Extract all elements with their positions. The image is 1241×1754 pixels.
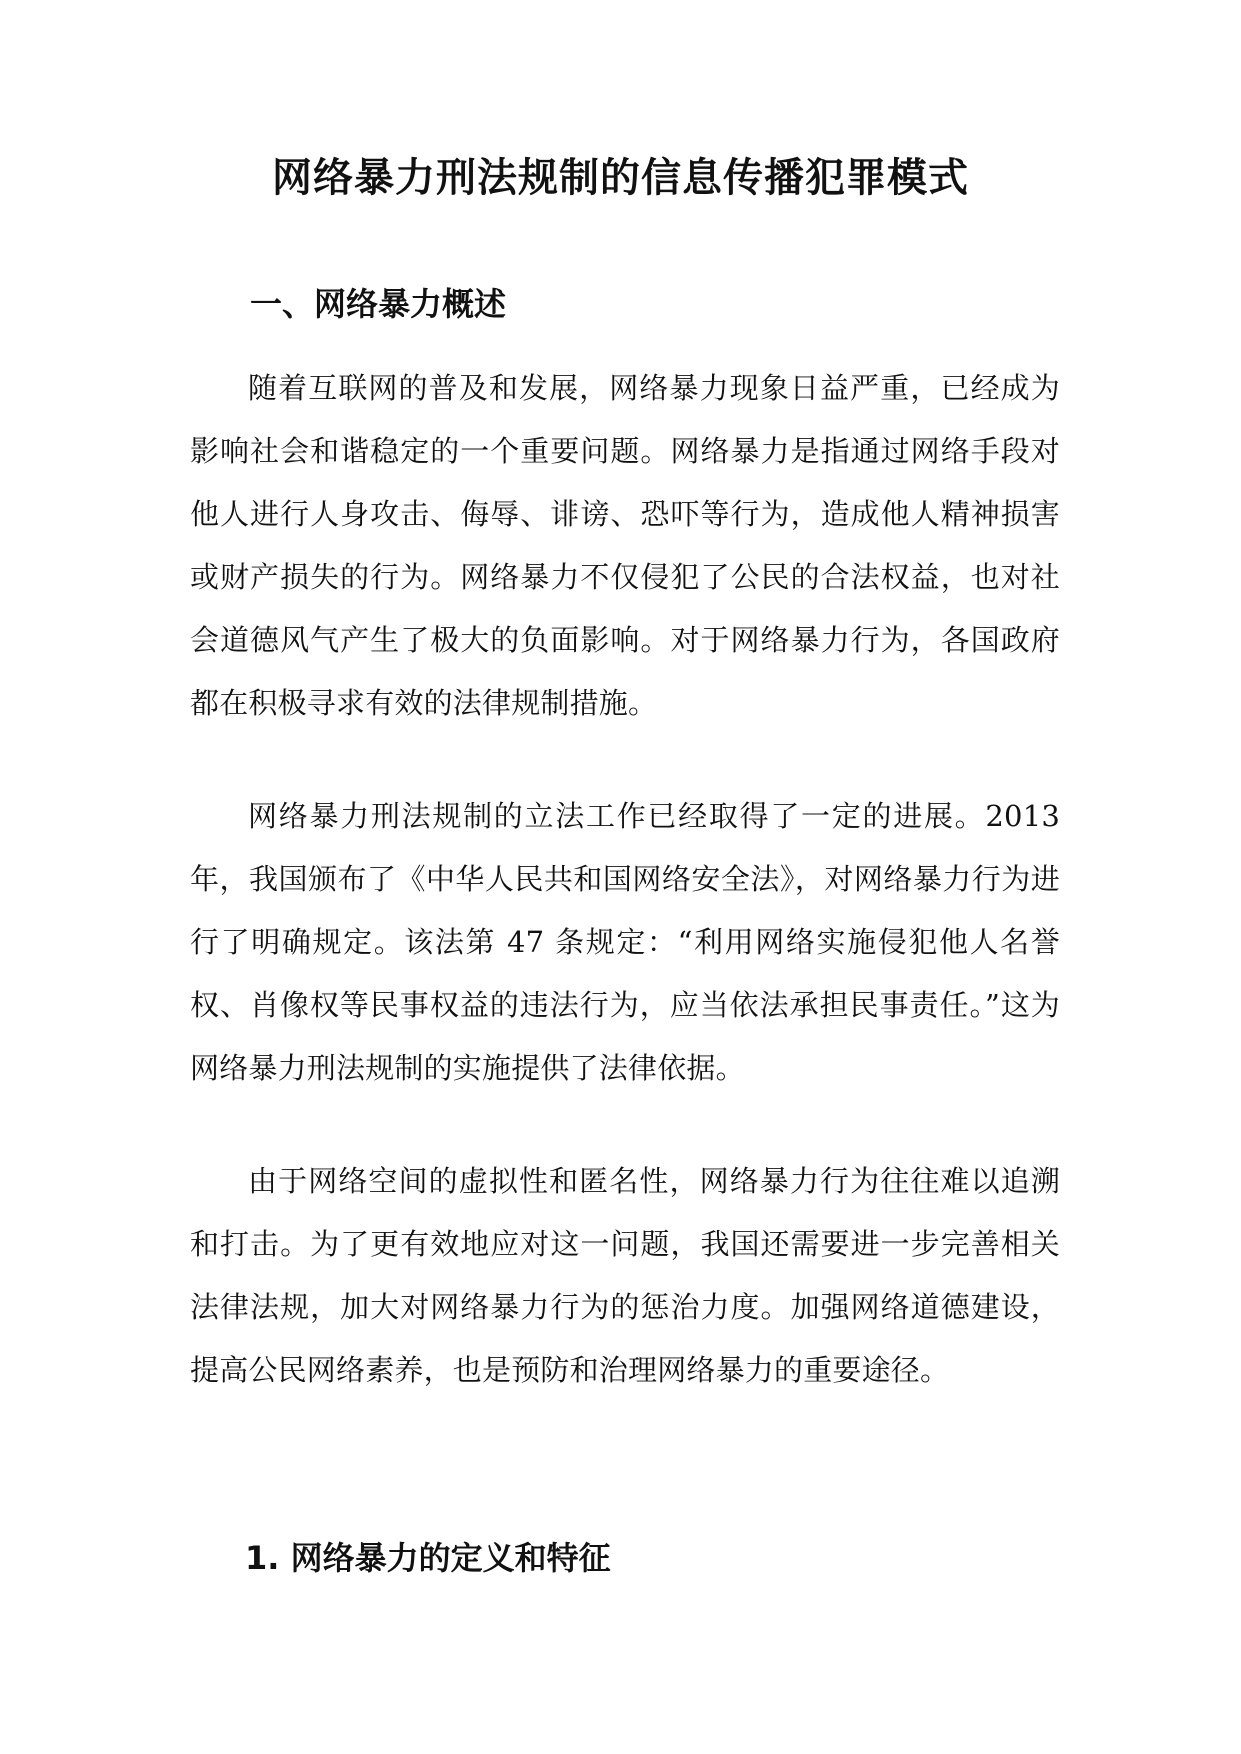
paragraph-block-2 xyxy=(190,785,1060,1100)
paragraph-block-3 xyxy=(190,1150,1060,1402)
document-title: 网络暴力刑法规制的信息传播犯罪模式 xyxy=(272,155,969,201)
subsection-heading: 1. 网络暴力的定义和特征 xyxy=(245,1539,611,1577)
paragraph: 随着互联网的普及和发展，网络暴力现象日益严重，已经成为影响社会和谐稳定的一个重要问题。网络暴力是指通过网络手段对他人进行人身攻击、侮辱、诽谤、恐吓等行为，造成他人精神损害或财产损失的行为。网络暴力不仅侵犯了公民的合法权益，也对社会道德风气产生了极大的负面影响。对于网络暴力行为，各国政府都在积极寻求有效的法律规制措施。 xyxy=(190,371,1060,720)
paragraph: 由于网络空间的虚拟性和匿名性，网络暴力行为往往难以追溯和打击。为了更有效地应对这一问题，我国还需要进一步完善相关法律法规，加大对网络暴力行为的惩治力度。加强网络道德建设，提高公民网络素养，也是预防和治理网络暴力的重要途径。 xyxy=(190,1164,1060,1387)
section-heading: 一、网络暴力概述 xyxy=(250,285,507,323)
paragraph: 网络暴力刑法规制的立法工作已经取得了一定的进展。2013 年，我国颁布了《中华人民共和国网络安全法》，对网络暴力行为进行了明确规定。该法第 47 条规定：“利用网络实施侵犯他人名誉权、肖像权等民事权益的违法行为，应当依法承担民事责任。”这为网络暴力刑法规制的实施提供了法律依据。 xyxy=(190,799,1060,1085)
paragraph-block-1 xyxy=(190,357,1060,735)
